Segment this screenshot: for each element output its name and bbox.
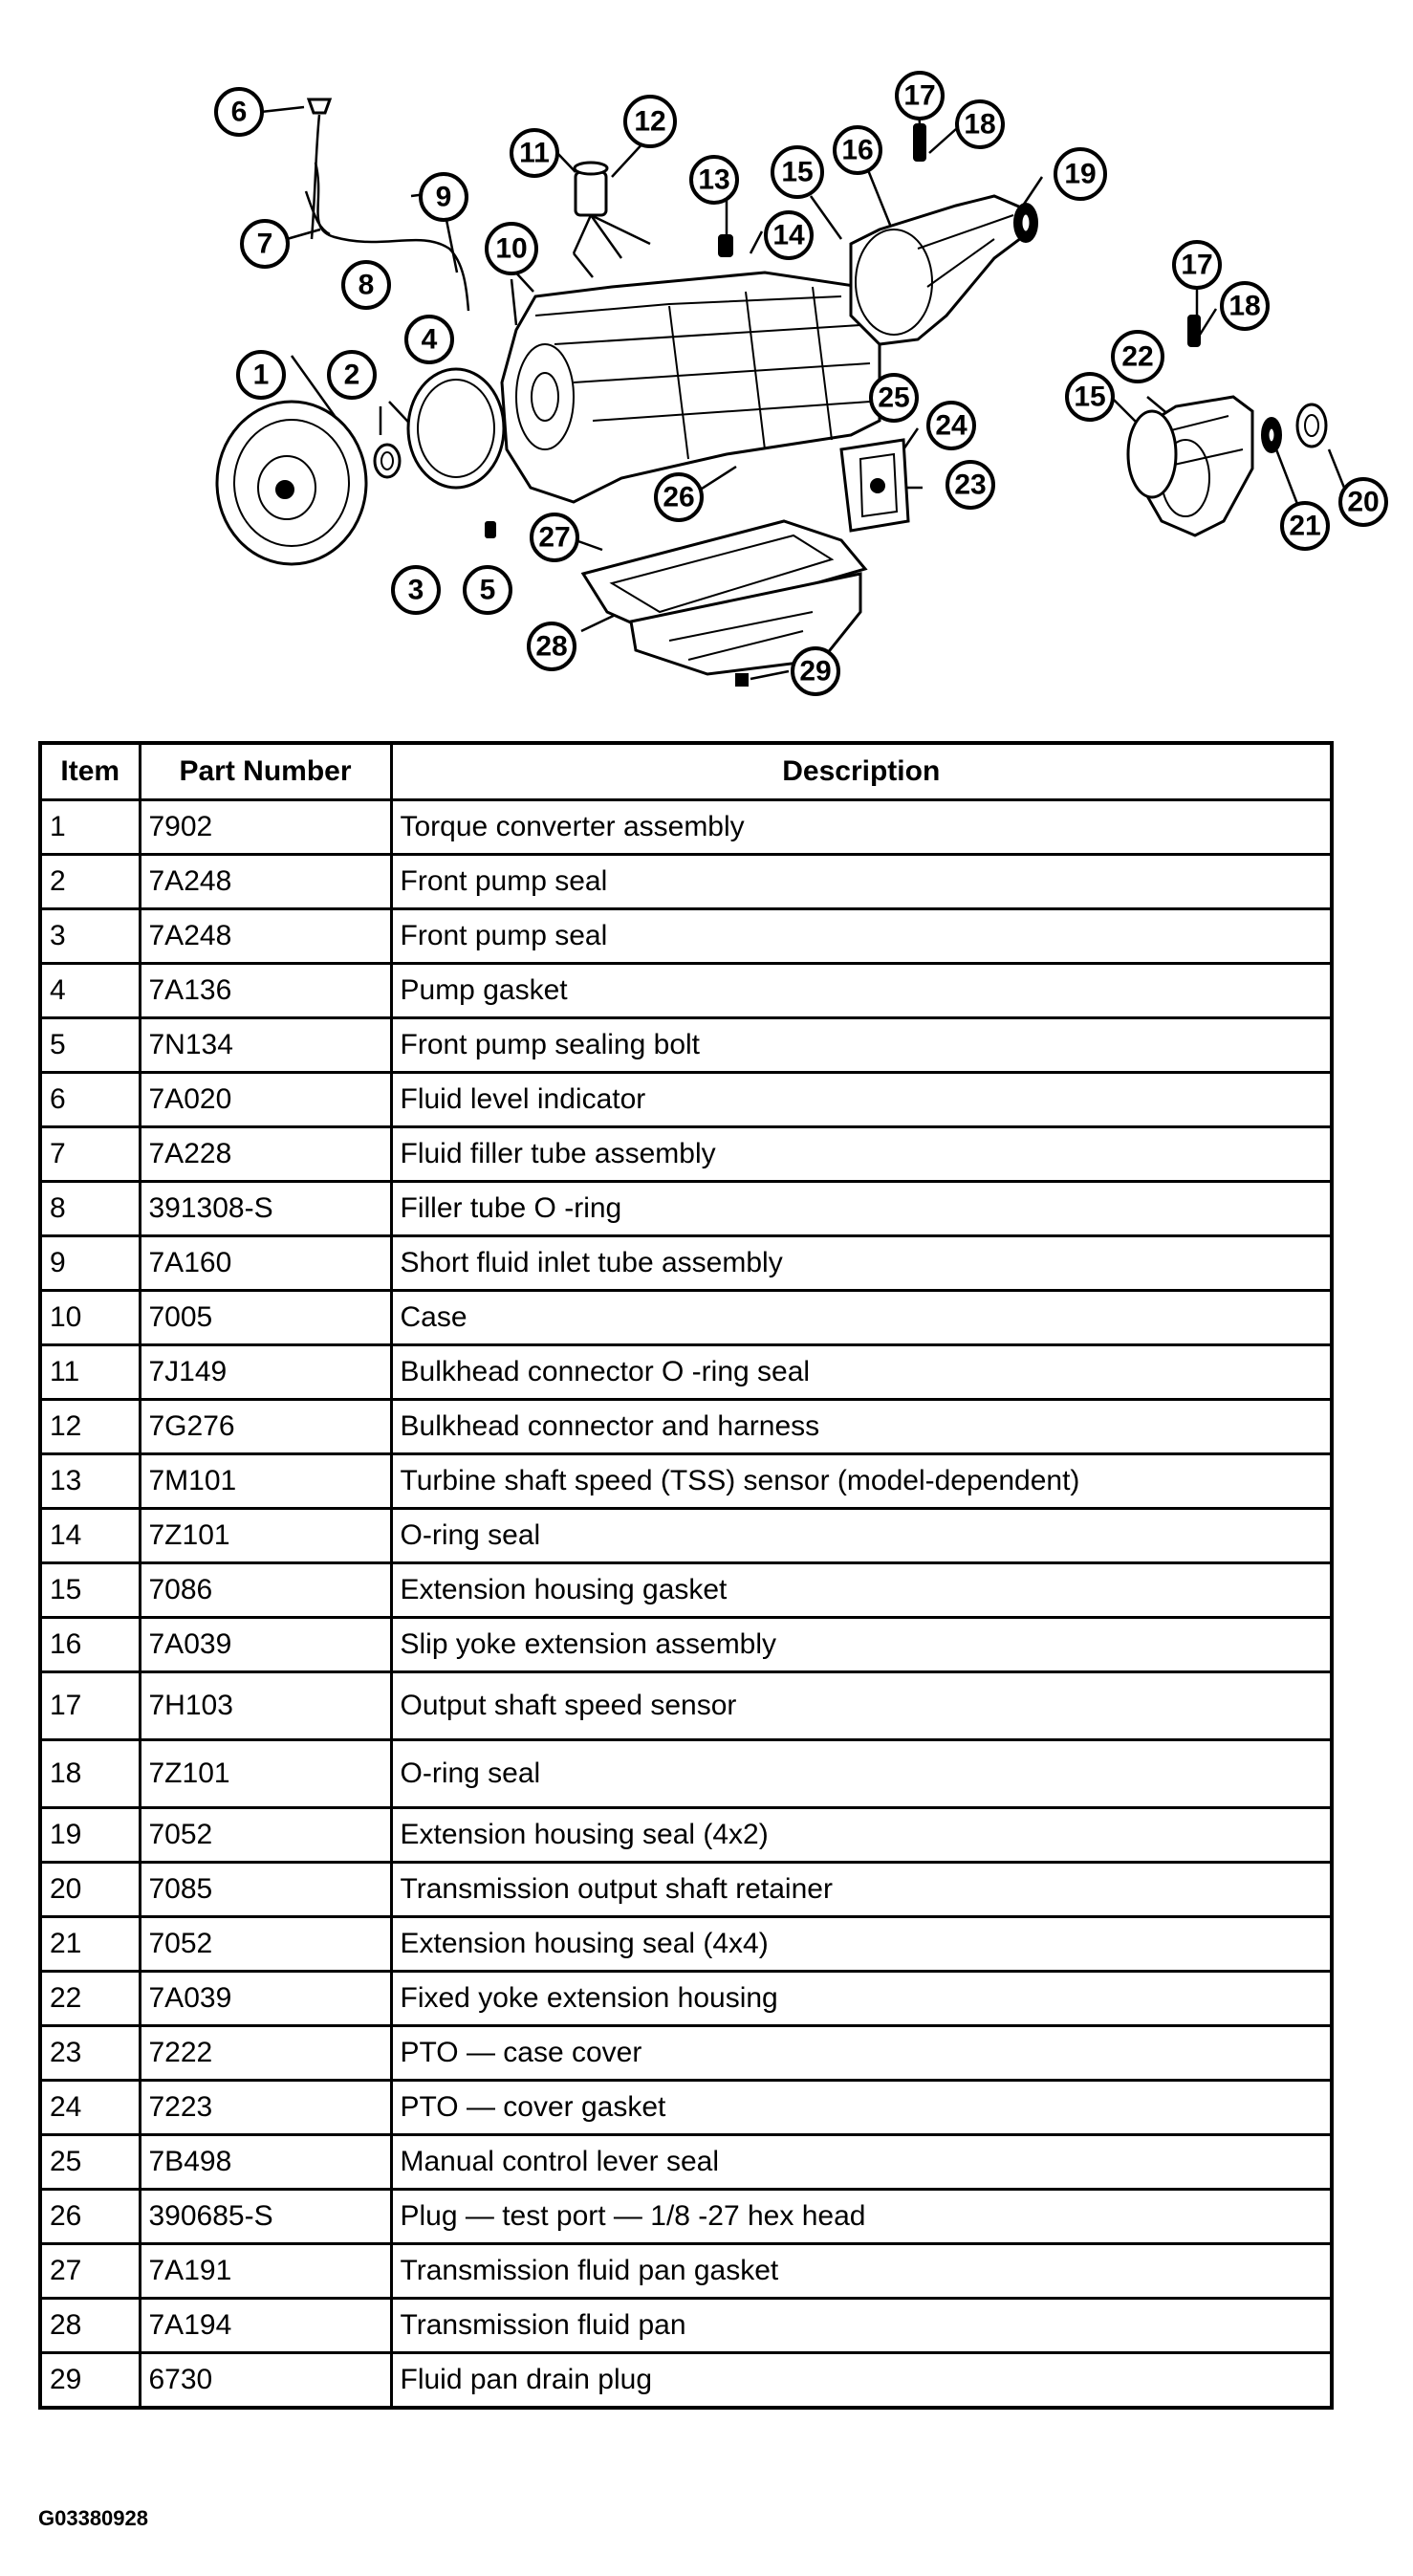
cell-part: 7052 [140,1917,391,1972]
pump-sealing-bolt-illustration [486,522,495,537]
cell-part: 7M101 [140,1454,391,1509]
table-row [40,1291,1332,1345]
cell-desc: Transmission fluid pan [391,2299,1332,2353]
cell-item: 4 [40,964,140,1018]
table-row [40,1018,1332,1073]
cell-desc: Pump gasket [391,964,1332,1018]
cell-desc: Fluid filler tube assembly [391,1127,1332,1182]
callout-label: 19 [1064,158,1097,190]
cell-part: 7A160 [140,1236,391,1291]
callout-label: 23 [954,469,987,501]
cell-desc: Fluid pan drain plug [391,2353,1332,2409]
table-row [40,1740,1332,1808]
cell-item: 7 [40,1127,140,1182]
cell-item: 3 [40,909,140,964]
cell-part: 7A228 [140,1127,391,1182]
cell-part: 7902 [140,800,391,855]
callout-label: 20 [1347,486,1380,518]
cell-desc: Turbine shaft speed (TSS) sensor (model-dependent) [391,1454,1332,1509]
extension-housing-illustration [851,196,1033,344]
cell-item: 19 [40,1808,140,1863]
callout-label: 24 [935,409,967,442]
cell-part: 7052 [140,1808,391,1863]
callout-2 [329,352,375,398]
cell-item: 12 [40,1400,140,1454]
table-row [40,1400,1332,1454]
callout-label: 28 [535,630,568,663]
callout-label: 21 [1289,510,1321,542]
callout-23 [947,462,993,508]
cell-desc: Fluid level indicator [391,1073,1332,1127]
table-row [40,1917,1332,1972]
table-row [40,1236,1332,1291]
cell-part: 7A136 [140,964,391,1018]
cell-part: 7A248 [140,855,391,909]
cell-part: 7A020 [140,1073,391,1127]
callout-11 [511,130,557,176]
table-row [40,1509,1332,1563]
callout-15 [772,147,822,197]
cell-item: 1 [40,800,140,855]
callout-25 [871,375,917,421]
cell-desc: Fixed yoke extension housing [391,1972,1332,2026]
cell-item: 16 [40,1618,140,1672]
cell-item: 23 [40,2026,140,2081]
callout-label: 15 [781,156,814,188]
callout-6 [216,89,262,135]
callout-label: 11 [519,137,550,169]
cell-item: 5 [40,1018,140,1073]
callout-label: 2 [343,359,360,391]
callout-label: 27 [538,521,571,554]
callout-label: 1 [252,359,270,391]
cell-desc: Plug — test port — 1/8 -27 hex head [391,2190,1332,2244]
callout-label: 18 [964,108,996,141]
cell-item: 6 [40,1073,140,1127]
cell-part: 390685-S [140,2190,391,2244]
callout-18 [957,101,1003,147]
header-part-number: Part Number [140,743,391,800]
callout-label: 17 [1181,249,1213,281]
table-row [40,2190,1332,2244]
callout-label: 7 [256,228,273,260]
cell-item: 28 [40,2299,140,2353]
cell-desc: Front pump seal [391,909,1332,964]
cell-part: 7A194 [140,2299,391,2353]
cell-item: 27 [40,2244,140,2299]
table-row [40,1808,1332,1863]
header-description: Description [391,743,1332,800]
callout-27 [532,514,577,560]
cell-item: 17 [40,1672,140,1740]
callout-15-right [1067,374,1113,420]
callout-label: 12 [634,105,666,138]
cell-part: 391308-S [140,1182,391,1236]
cell-desc: PTO — case cover [391,2026,1332,2081]
cell-desc: Bulkhead connector O -ring seal [391,1345,1332,1400]
table-row [40,2081,1332,2135]
callout-14 [766,212,812,258]
cell-part: 7085 [140,1863,391,1917]
cell-item: 25 [40,2135,140,2190]
cell-part: 7A039 [140,1618,391,1672]
cell-desc: O-ring seal [391,1509,1332,1563]
callout-13 [691,157,737,203]
callout-21 [1282,503,1328,549]
cell-item: 20 [40,1863,140,1917]
exploded-view-diagram [0,0,1413,708]
table-row [40,1454,1332,1509]
cell-part: 7J149 [140,1345,391,1400]
callout-label: 16 [841,134,874,166]
cell-desc: Extension housing seal (4x4) [391,1917,1332,1972]
cell-item: 8 [40,1182,140,1236]
parts-table [38,741,1334,2410]
pto-cover-illustration [841,440,908,531]
table-row [40,1972,1332,2026]
cell-part: 7223 [140,2081,391,2135]
callout-label: 14 [772,219,805,251]
callout-9 [421,174,467,220]
torque-converter-illustration [217,402,366,564]
callout-17-right [1174,242,1220,288]
cell-item: 11 [40,1345,140,1400]
cell-item: 2 [40,855,140,909]
callout-8 [343,262,389,308]
callout-label: 15 [1074,381,1106,413]
cell-part: 7N134 [140,1018,391,1073]
cell-desc: Short fluid inlet tube assembly [391,1236,1332,1291]
table-row [40,2026,1332,2081]
table-row [40,1863,1332,1917]
callout-label: 17 [903,79,936,112]
cell-item: 13 [40,1454,140,1509]
cell-desc: Transmission output shaft retainer [391,1863,1332,1917]
callout-28 [529,623,575,669]
callout-24 [928,403,974,448]
tss-sensor-illustration [719,235,732,256]
callout-29 [793,648,838,694]
cell-desc: Torque converter assembly [391,800,1332,855]
cell-item: 15 [40,1563,140,1618]
cell-desc: Manual control lever seal [391,2135,1332,2190]
callout-label: 4 [421,323,438,356]
figure-id: G03380928 [38,2506,148,2530]
callout-26 [656,474,702,520]
cell-item: 22 [40,1972,140,2026]
header-item: Item [40,743,140,800]
callout-18-right [1222,283,1268,329]
callout-19 [1055,149,1105,199]
table-row [40,2244,1332,2299]
cell-part: 7A248 [140,909,391,964]
cell-desc: Extension housing seal (4x2) [391,1808,1332,1863]
table-row [40,2135,1332,2190]
callout-17 [897,73,943,119]
cell-item: 26 [40,2190,140,2244]
bulkhead-connector-illustration [574,163,650,277]
callout-label: 25 [878,382,910,414]
cell-part: 6730 [140,2353,391,2409]
table-row [40,1563,1332,1618]
table-row [40,1672,1332,1740]
cell-desc: Front pump sealing bolt [391,1018,1332,1073]
front-pump-seal-illustration [375,445,400,477]
table-row [40,1127,1332,1182]
callout-label: 22 [1121,340,1154,373]
table-row [40,2299,1332,2353]
cell-part: 7005 [140,1291,391,1345]
cell-item: 14 [40,1509,140,1563]
callout-label: 26 [663,481,695,513]
pump-gasket-illustration [408,369,504,488]
extension-seal-illustration [1014,204,1037,242]
callout-3 [393,567,439,613]
callout-20 [1340,479,1386,525]
table-row [40,1618,1332,1672]
cell-item: 9 [40,1236,140,1291]
cell-desc: Case [391,1291,1332,1345]
callout-7 [242,221,288,267]
cell-item: 18 [40,1740,140,1808]
table-row [40,964,1332,1018]
callout-label: 3 [407,574,424,606]
cell-desc: Extension housing gasket [391,1563,1332,1618]
callout-1 [238,352,284,398]
cell-item: 29 [40,2353,140,2409]
cell-desc: PTO — cover gasket [391,2081,1332,2135]
callout-label: 10 [495,232,528,265]
cell-part: 7Z101 [140,1740,391,1808]
cell-desc: Slip yoke extension assembly [391,1618,1332,1672]
cell-item: 10 [40,1291,140,1345]
callout-label: 5 [479,574,496,606]
callout-label: 6 [230,96,248,128]
cell-part: 7222 [140,2026,391,2081]
table-row [40,909,1332,964]
cell-part: 7H103 [140,1672,391,1740]
cell-item: 24 [40,2081,140,2135]
cell-desc: Bulkhead connector and harness [391,1400,1332,1454]
callout-22 [1113,332,1163,382]
cell-part: 7A039 [140,1972,391,2026]
callout-label: 9 [435,181,452,213]
callout-label: 18 [1228,290,1261,322]
callout-12 [625,97,675,146]
cell-part: 7G276 [140,1400,391,1454]
table-row [40,800,1332,855]
table-row [40,855,1332,909]
cell-desc: Front pump seal [391,855,1332,909]
cell-part: 7086 [140,1563,391,1618]
callout-5 [465,567,511,613]
cell-item: 21 [40,1917,140,1972]
cell-desc: Output shaft speed sensor [391,1672,1332,1740]
cell-part: 7Z101 [140,1509,391,1563]
cell-desc: O-ring seal [391,1740,1332,1808]
callout-10 [487,224,536,273]
callout-label: 8 [358,269,375,301]
callout-label: 29 [799,655,832,688]
case-illustration [502,273,880,502]
cell-desc: Transmission fluid pan gasket [391,2244,1332,2299]
callout-16 [835,127,880,173]
table-row [40,1345,1332,1400]
table-row [40,2353,1332,2409]
table-row [40,1182,1332,1236]
cell-part: 7A191 [140,2244,391,2299]
cell-desc: Filler tube O -ring [391,1182,1332,1236]
callout-4 [406,317,452,362]
table-header-row [40,743,1332,800]
table-row [40,1073,1332,1127]
cell-part: 7B498 [140,2135,391,2190]
callout-label: 13 [698,164,730,196]
